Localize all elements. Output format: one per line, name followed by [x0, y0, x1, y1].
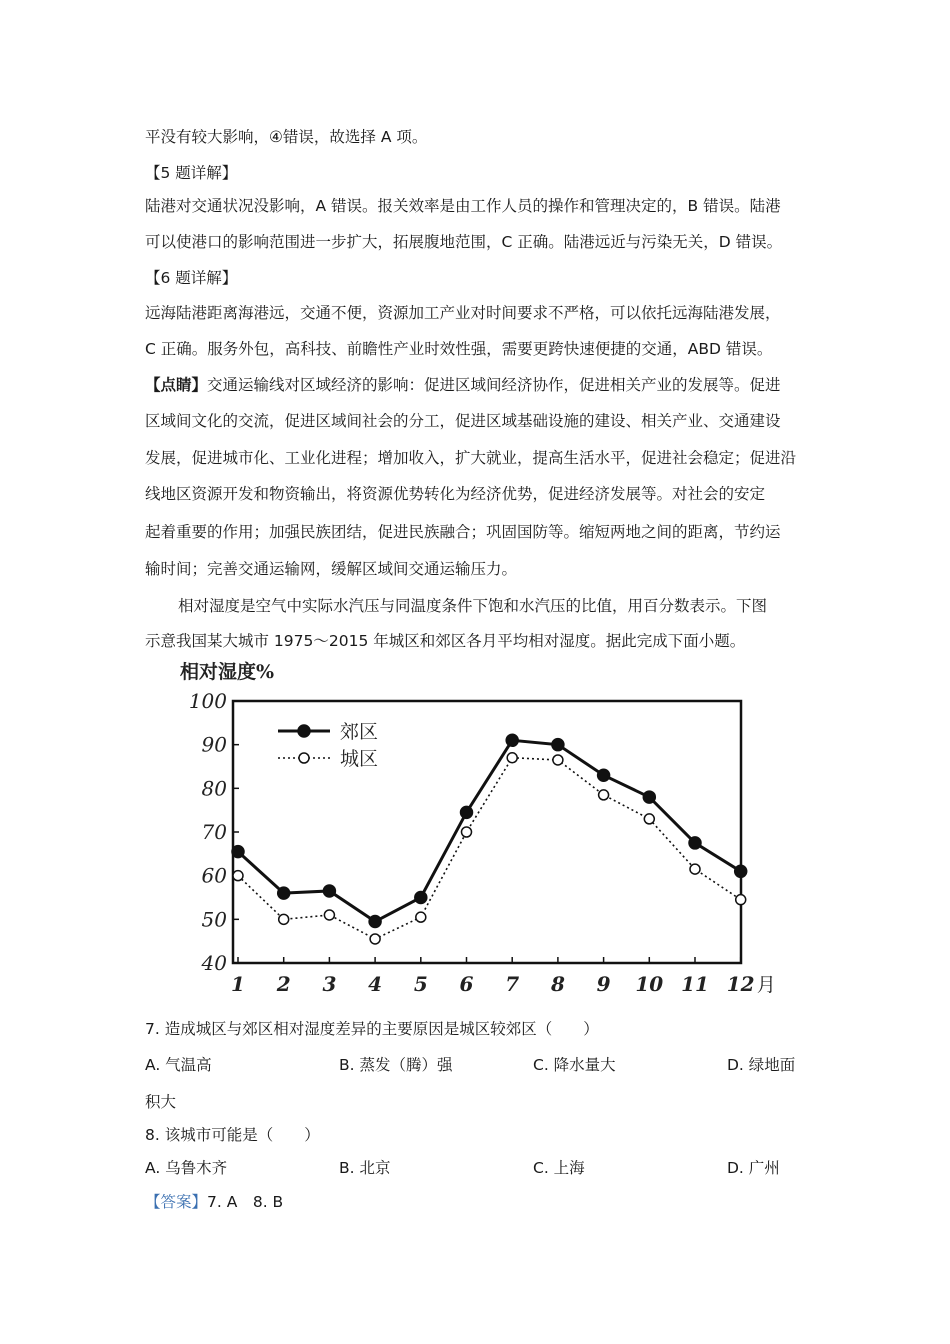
paragraph-text: 区域间文化的交流，促进区域间社会的分工，促进区域基础设施的建设、相关产业、交通建设 [145, 412, 781, 430]
data-point [507, 753, 517, 763]
data-point [369, 916, 381, 928]
paragraph-text: 发展，促进城市化、工业化进程；增加收入，扩大就业，提高生活水平，促进社会稳定；促进沿 [145, 449, 797, 467]
q8-option-d[interactable]: D. 广州 [727, 1159, 780, 1177]
legend-marker [299, 753, 309, 763]
data-point [644, 814, 654, 824]
legend-label: 郊区 [340, 721, 379, 743]
data-point [599, 790, 609, 800]
data-point [689, 837, 701, 849]
humidity-chart [170, 655, 790, 1000]
data-point [370, 934, 380, 944]
question-7: 7. 造成城区与郊区相对湿度差异的主要原因是城区较郊区（ ） [145, 1020, 599, 1038]
q8-option-b[interactable]: B. 北京 [339, 1159, 391, 1177]
q7-option-c[interactable]: C. 降水量大 [533, 1056, 616, 1074]
data-point [643, 791, 655, 803]
q7-option-d-continued: 积大 [145, 1093, 177, 1111]
intro-text: 相对湿度是空气中实际水汽压与同温度条件下饱和水汽压的比值，用百分数表示。下图 [178, 597, 768, 615]
answer-tag: 【答案】 [145, 1193, 208, 1211]
intro-text: 示意我国某大城市 1975～2015 年城区和郊区各月平均相对湿度。据此完成下面小题。 [145, 632, 746, 650]
chart-title: 相对湿度% [180, 661, 275, 683]
paragraph-text: 起着重要的作用；加强民族团结，促进民族融合；巩固国防等。缩短两地之间的距离，节约运 [145, 523, 781, 541]
x-tick-label: 2 [276, 972, 291, 996]
y-tick-label: 40 [201, 951, 227, 975]
answer-text: 7. A 8. B [207, 1193, 284, 1211]
series-line-suburb [238, 740, 741, 921]
plot-frame [233, 701, 741, 963]
data-point [232, 846, 244, 858]
data-point [323, 885, 335, 897]
tip-text: 交通运输线对区域经济的影响：促进区域间经济协作，促进相关产业的发展等。促进 [207, 376, 781, 394]
x-tick-label: 12 [726, 972, 755, 996]
q8-option-c[interactable]: C. 上海 [533, 1159, 585, 1177]
x-tick-label: 7 [505, 972, 520, 996]
data-point [415, 892, 427, 904]
q7-option-a[interactable]: A. 气温高 [145, 1056, 212, 1074]
q7-option-d[interactable]: D. 绿地面 [727, 1056, 796, 1074]
x-axis-label: 月 [756, 974, 776, 996]
paragraph-text: 线地区资源开发和物资输出，将资源优势转化为经济优势，促进经济发展等。对社会的安定 [145, 485, 766, 503]
data-point [735, 865, 747, 877]
x-tick-label: 10 [635, 972, 664, 996]
tip-paragraph [145, 375, 781, 395]
x-tick-label: 5 [413, 972, 428, 996]
data-point [233, 871, 243, 881]
paragraph-text: 远海陆港距离海港远，交通不便，资源加工产业对时间要求不严格，可以依托远海陆港发展， [145, 304, 781, 322]
paragraph-text: 可以使港口的影响范围进一步扩大，拓展腹地范围，C 正确。陆港远近与污染无关，D 错误。 [145, 233, 783, 251]
y-tick-label: 80 [201, 776, 227, 801]
x-tick-label: 4 [368, 972, 383, 996]
data-point [462, 827, 472, 837]
x-tick-label: 6 [459, 972, 474, 996]
data-point [552, 739, 564, 751]
question-8: 8. 该城市可能是（ ） [145, 1126, 320, 1144]
data-point [416, 912, 426, 922]
x-tick-label: 1 [231, 972, 245, 996]
x-tick-label: 9 [596, 972, 611, 996]
tip-heading: 【点睛】 [145, 376, 208, 394]
section-heading-5: 【5 题详解】 [145, 164, 238, 182]
data-point [598, 769, 610, 781]
legend-label: 城区 [340, 748, 379, 770]
y-tick-label: 70 [201, 820, 227, 844]
y-tick-label: 50 [201, 907, 227, 932]
y-tick-label: 60 [201, 863, 227, 888]
y-tick-label: 100 [188, 689, 227, 713]
data-point [461, 806, 473, 818]
paragraph-text: 输时间；完善交通运输网，缓解区域间交通运输压力。 [145, 560, 518, 578]
data-point [279, 914, 289, 924]
series-line-urban [238, 758, 741, 939]
x-tick-label: 8 [550, 972, 565, 996]
data-point [506, 734, 518, 746]
section-heading-6: 【6 题详解】 [145, 269, 238, 287]
answer-line [145, 1192, 283, 1212]
q7-option-b[interactable]: B. 蒸发（腾）强 [339, 1056, 453, 1074]
y-tick-label: 90 [201, 732, 227, 757]
legend-marker [298, 725, 310, 737]
data-point [324, 910, 334, 920]
x-tick-label: 11 [681, 972, 709, 996]
data-point [278, 887, 290, 899]
paragraph-text: 陆港对交通状况没影响，A 错误。报关效率是由工作人员的操作和管理决定的，B 错误。陆港 [145, 197, 781, 215]
paragraph-text: C 正确。服务外包，高科技、前瞻性产业时效性强，需要更跨快速便捷的交通，ABD 错误。 [145, 340, 773, 358]
data-point [690, 864, 700, 874]
x-tick-label: 3 [322, 972, 337, 996]
q8-option-a[interactable]: A. 乌鲁木齐 [145, 1159, 228, 1177]
data-point [553, 755, 563, 765]
data-point [736, 895, 746, 905]
paragraph-text: 平没有较大影响，④错误，故选择 A 项。 [145, 128, 428, 146]
